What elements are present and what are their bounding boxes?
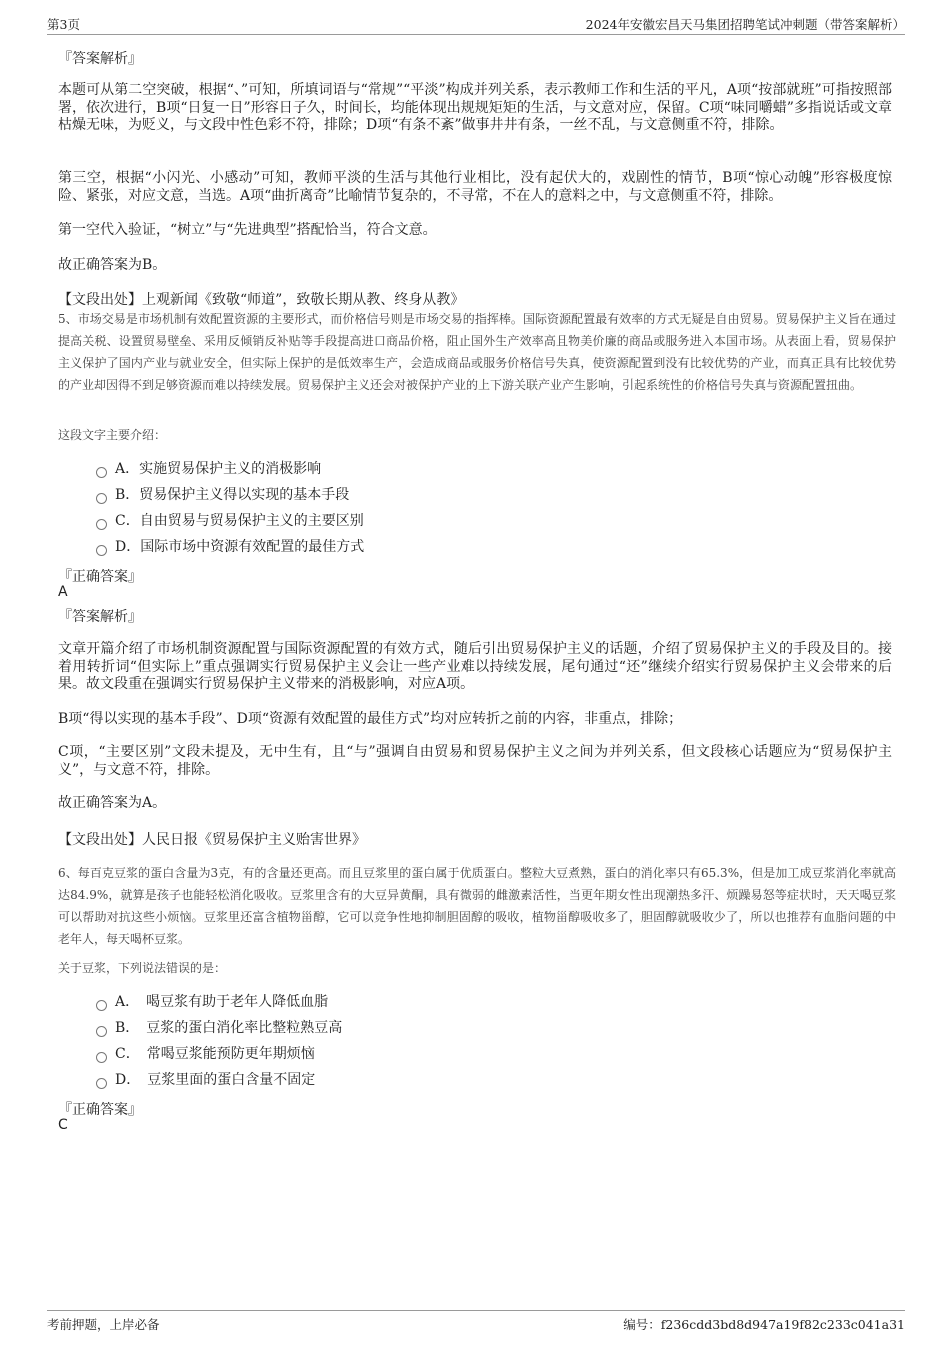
correct-answer-label: 『正确答案』 [58,1102,142,1118]
option-label: C．自由贸易与贸易保护主义的主要区别 [115,513,364,529]
question-5-prompt: 这段文字主要介绍： [58,428,167,442]
radio-icon[interactable] [96,1078,107,1089]
passage-source: 【文段出处】上观新闻《致敬“师道”，致敬长期从教、终身从教》 [58,292,465,308]
option-d[interactable] [96,534,796,560]
analysis-paragraph: C项，“主要区别”文段未提及，无中生有，且“与”强调自由贸易和贸易保护主义之间为并列关系，但文段核心话题应为“贸易保护主义”，与文意不符，排除。 [58,744,892,778]
analysis-paragraph: 本题可从第二空突破，根据“、”可知，所填词语与“常规”“平淡”构成并列关系，表示教师工作和生活的平凡，A项“按部就班”可指按照部署，依次进行，B项“日复一日”形容日子久，时间长，均能体现出规规矩矩的生活，与文意对应，保留。C项“味同嚼蜡”多指说话或文章枯燥无味，为贬义，与文段中性色彩不符，排除；D项“有条不紊”做事井井有条，一丝不乱，与文意侧重不符，排除。 [58,82,892,133]
correct-answer-label: 『正确答案』 [58,569,142,585]
option-label: D．国际市场中资源有效配置的最佳方式 [115,539,365,555]
option-b[interactable] [96,1015,796,1041]
passage-source: 【文段出处】人民日报《贸易保护主义贻害世界》 [58,832,366,848]
document-id: 编号：f236cdd3bd8d947a19f82c233c041a31 [623,1317,905,1332]
radio-icon[interactable] [96,1026,107,1037]
analysis-paragraph: 文章开篇介绍了市场机制资源配置与国际资源配置的有效方式，随后引出贸易保护主义的话题，介绍了贸易保护主义的手段及目的。接着用转折词“但实际上”重点强调实行贸易保护主义会让一些产业难以持续发展，尾句通过“还”继续介绍实行贸易保护主义会带来的后果。故文段重在强调实行贸易保护主义带来的消极影响，对应A项。 [58,641,892,692]
option-a[interactable] [96,456,796,482]
page-footer [47,1310,905,1335]
option-label: B． 豆浆的蛋白消化率比整粒熟豆高 [115,1020,343,1036]
radio-icon[interactable] [96,467,107,478]
correct-answer: A [58,584,68,600]
correct-answer: C [58,1117,68,1133]
option-c[interactable] [96,508,796,534]
question-6-options [96,989,796,1093]
page-header [47,14,905,35]
analysis-paragraph: B项“得以实现的基本手段”、D项“资源有效配置的最佳方式”均对应转折之前的内容，非重点，排除； [58,711,683,727]
option-label: B．贸易保护主义得以实现的基本手段 [115,487,350,503]
question-6-text: 6、每百克豆浆的蛋白含量为3克，有的含量还更高。而且豆浆里的蛋白属于优质蛋白。整粒大豆煮熟，蛋白的消化率只有65.3%，但是加工成豆浆消化率就高达84.9%，就算是孩子也能轻松消化吸收。豆浆里含有的大豆异黄酮，具有微弱的雌激素活性，当更年期女性出现潮热多汗、烦躁易怒等症状时，天天喝豆浆可以帮助对抗这些小烦恼。豆浆里还富含植物甾醇，它可以竞争性地抑制胆固醇的吸收，植物甾醇吸收多了，胆固醇就吸收少了，所以也推荐有血脂问题的中老年人，每天喝杯豆浆。 [58,866,896,946]
option-d[interactable] [96,1067,796,1093]
option-label: D． 豆浆里面的蛋白含量不固定 [115,1072,316,1088]
option-c[interactable] [96,1041,796,1067]
answer-analysis-label: 『答案解析』 [58,609,142,625]
radio-icon[interactable] [96,545,107,556]
option-label: A．实施贸易保护主义的消极影响 [115,461,322,477]
document-title: 2024年安徽宏昌天马集团招聘笔试冲刺题（带答案解析） [585,17,905,32]
analysis-conclusion: 故正确答案为A。 [58,795,167,811]
page-number: 第3页 [47,17,80,32]
option-label: A． 喝豆浆有助于老年人降低血脂 [115,994,329,1010]
analysis-conclusion: 故正确答案为B。 [58,257,167,273]
radio-icon[interactable] [96,493,107,504]
question-6-prompt: 关于豆浆，下列说法错误的是： [58,961,227,975]
question-5-options [96,456,796,560]
radio-icon[interactable] [96,1052,107,1063]
option-label: C． 常喝豆浆能预防更年期烦恼 [115,1046,315,1062]
option-a[interactable] [96,989,796,1015]
question-5-text: 5、市场交易是市场机制有效配置资源的主要形式，而价格信号则是市场交易的指挥棒。国际资源配置最有效率的方式无疑是自由贸易。贸易保护主义旨在通过提高关税、设置贸易壁垒、采用反倾销反补贴等手段提高进口商品价格，阻止国外生产效率高且物美价廉的商品或服务进入本国市场。从表面上看，贸易保护主义保护了国内产业与就业安全，但实际上保护的是低效率生产，会造成商品或服务价格信号失真，使资源配置到没有比较优势的产业，而真正具有比较优势的产业却因得不到足够资源而难以持续发展。贸易保护主义还会对被保护产业的上下游关联产业产生影响，引起系统性的价格信号失真与资源配置扭曲。 [58,312,896,392]
option-b[interactable] [96,482,796,508]
radio-icon[interactable] [96,1000,107,1011]
analysis-paragraph: 第一空代入验证，“树立”与“先进典型”搭配恰当，符合文意。 [58,222,437,238]
radio-icon[interactable] [96,519,107,530]
answer-analysis-label: 『答案解析』 [58,51,142,67]
footer-slogan: 考前押题，上岸必备 [47,1317,160,1332]
analysis-paragraph: 第三空，根据“小闪光、小感动”可知，教师平淡的生活与其他行业相比，没有起伏大的，戏剧性的情节，B项“惊心动魄”形容极度惊险、紧张，对应文意，当选。A项“曲折离奇”比喻情节复杂的，不寻常，不在人的意料之中，与文意侧重不符，排除。 [58,170,892,204]
